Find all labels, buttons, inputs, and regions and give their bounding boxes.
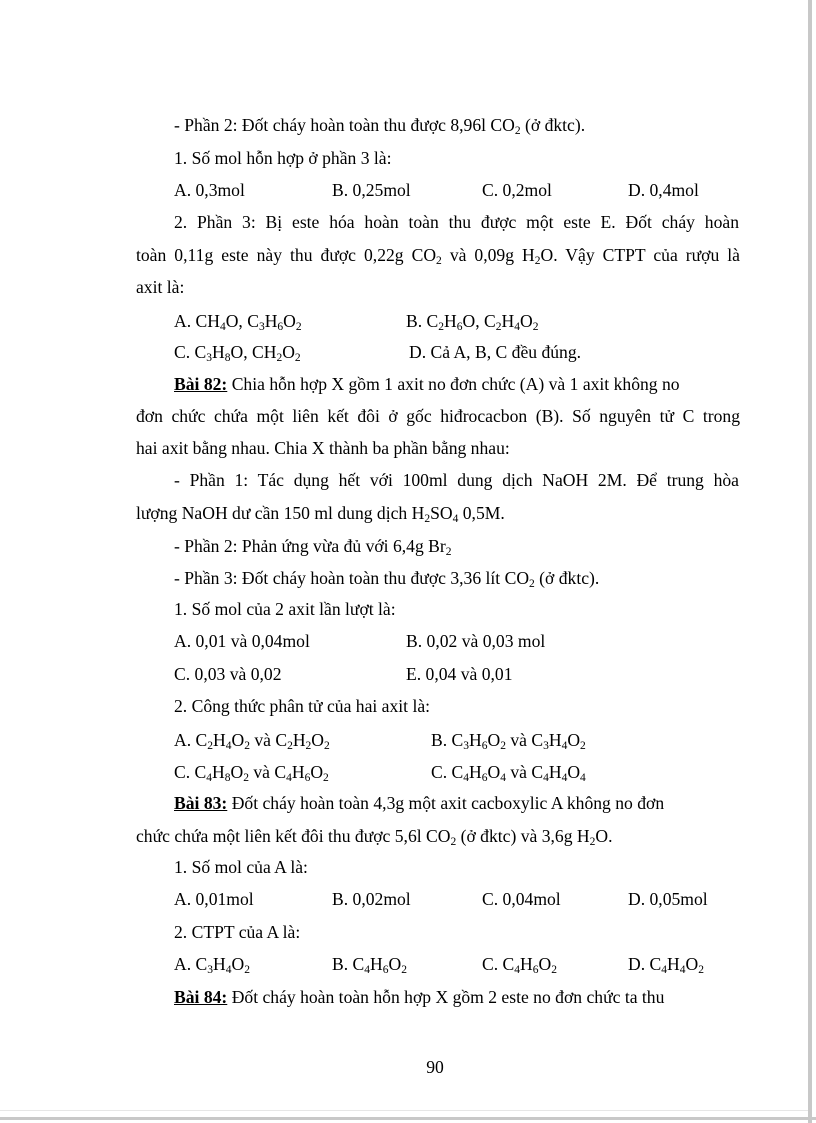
answer-option[interactable]: D. $C_4H_4O_2$ [628,954,704,976]
text-line: đơn chức chứa một liên kết đôi ở gốc hiđrocacbon (B). Số nguyên tử C trong [136,406,740,426]
text-line: lượng NaOH dư cần 150 ml dung dịch $H_2SO_4$ 0,5M. [136,503,505,525]
text-line: 2. Phần 3: Bị este hóa hoàn toàn thu được một este E. Đốt cháy hoàn [174,212,739,232]
answer-option[interactable]: B. 0,02mol [332,889,411,909]
answer-option[interactable]: B. 0,25mol [332,180,411,200]
problem-84-title: Bài 84: [174,987,228,1007]
question-prompt: 2. CTPT của A là: [174,922,301,942]
problem-83-line [174,791,739,815]
answer-option[interactable]: C. $C_4H_8O_2$ và $C_4H_6O_2$ [174,762,329,784]
page-divider [0,1110,808,1111]
text-line: - Phần 2: Phản ứng vừa đủ với 6,4g $Br_2$ [174,536,452,558]
answer-option[interactable]: B. $C_4H_6O_2$ [332,954,407,976]
text-line: hai axit bằng nhau. Chia X thành ba phần bằng nhau: [136,438,510,458]
answer-option[interactable]: A. $CH_4O$, $C_3H_6O_2$ [174,311,302,333]
answer-option[interactable]: E. 0,04 và 0,01 [406,664,513,684]
problem-83-title: Bài 83: [174,793,228,813]
problem-84-line [174,985,739,1009]
answer-option[interactable]: A. 0,01mol [174,889,254,909]
answer-option[interactable]: C. $C_4H_6O_2$ [482,954,557,976]
answer-option[interactable]: B. $C_3H_6O_2$ và $C_3H_4O_2$ [431,730,586,752]
answer-option[interactable]: C. 0,2mol [482,180,552,200]
problem-82-line [174,372,739,396]
problem-82-text: Chia hỗn hợp X gồm 1 axit no đơn chức (A) và 1 axit không no [231,374,680,394]
answer-option[interactable]: C. $C_4H_6O_4$ và $C_4H_4O_4$ [431,762,586,784]
page-shadow-bottom [0,1117,816,1120]
answer-option[interactable]: C. $C_3H_8O$, $CH_2O_2$ [174,342,301,364]
answer-option[interactable]: C. 0,04mol [482,889,561,909]
question-prompt: 1. Số mol hỗn hợp ở phần 3 là: [174,148,392,168]
answer-option[interactable]: A. $C_2H_4O_2$ và $C_2H_2O_2$ [174,730,330,752]
answer-option[interactable]: D. 0,05mol [628,889,708,909]
page-shadow-right [808,0,812,1123]
answer-option[interactable]: A. 0,01 và 0,04mol [174,631,310,651]
problem-82-title: Bài 82: [174,374,228,394]
problem-83-text: Đốt cháy hoàn toàn 4,3g một axit cacboxylic A không no đơn [231,793,665,813]
answer-option[interactable]: A. 0,3mol [174,180,245,200]
answer-option[interactable]: D. 0,4mol [628,180,699,200]
text-line: axit là: [136,277,185,297]
question-prompt: 1. Số mol của A là: [174,857,308,877]
answer-option[interactable]: B. $C_2H_6O$, $C_2H_4O_2$ [406,311,539,333]
answer-option[interactable]: D. Cả A, B, C đều đúng. [409,342,582,362]
answer-option[interactable]: A. $C_3H_4O_2$ [174,954,250,976]
problem-84-text: Đốt cháy hoàn toàn hỗn hợp X gồm 2 este no đơn chức ta thu [231,987,665,1007]
answer-option[interactable]: C. 0,03 và 0,02 [174,664,282,684]
text-line: - Phần 1: Tác dụng hết với 100ml dung dịch NaOH 2M. Để trung hòa [174,470,739,490]
text-line: toàn 0,11g este này thu được 0,22g $CO_2$ và 0,09g $H_2O$. Vậy CTPT của rượu là [136,245,740,267]
answer-option[interactable]: B. 0,02 và 0,03 mol [406,631,546,651]
page-number: 90 [426,1057,444,1077]
question-prompt: 2. Công thức phân tử của hai axit là: [174,696,431,716]
text-line: - Phần 2: Đốt cháy hoàn toàn thu được 8,96l $CO_2$ (ở đktc). [174,115,586,137]
text-line: - Phần 3: Đốt cháy hoàn toàn thu được 3,36 lít $CO_2$ (ở đktc). [174,568,600,590]
text-line: chức chứa một liên kết đôi thu được 5,6l $CO_2$ (ở đktc) và 3,6g $H_2O$. [136,826,613,848]
question-prompt: 1. Số mol của 2 axit lần lượt là: [174,599,396,619]
